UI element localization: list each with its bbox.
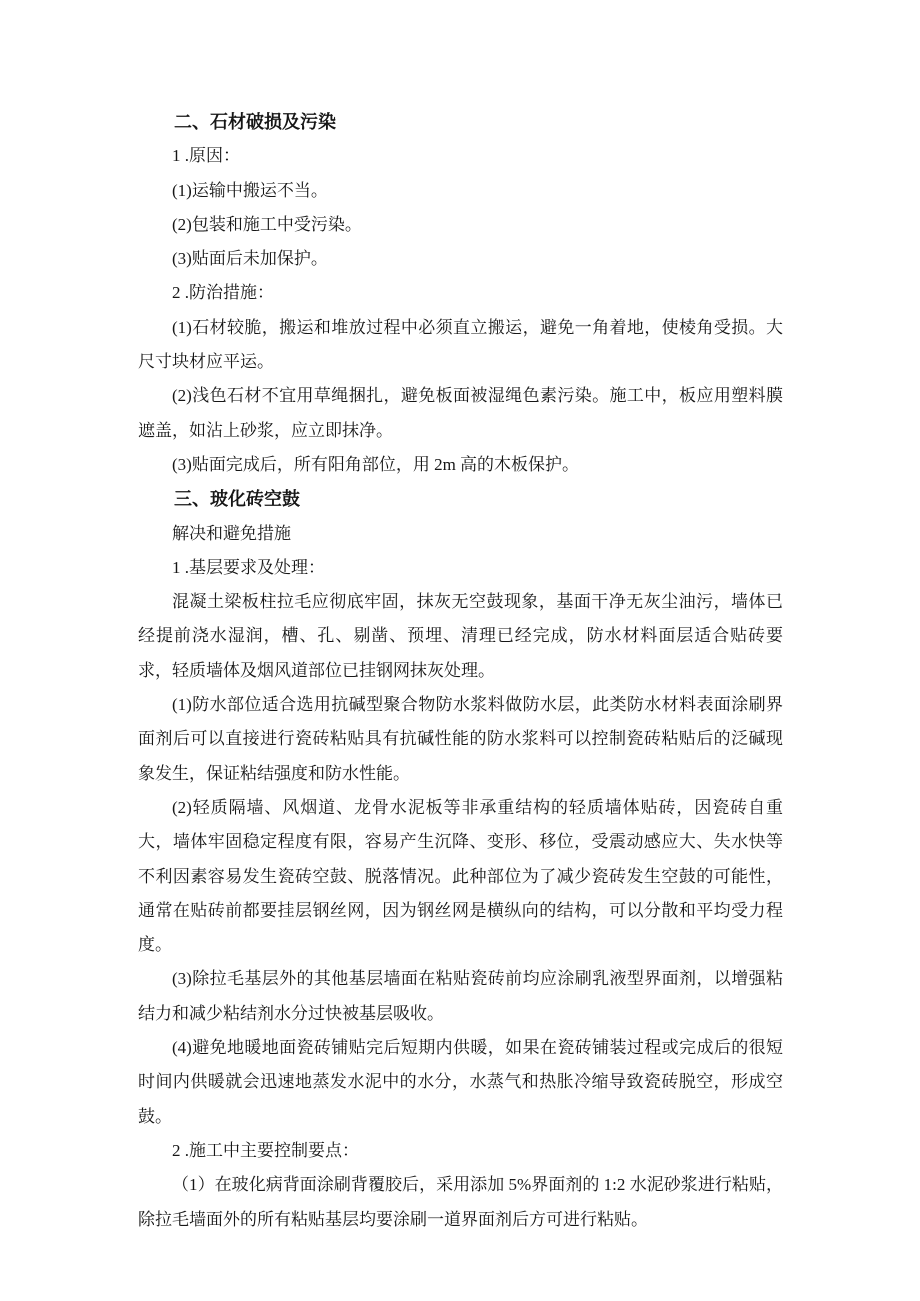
paragraph: (2)包装和施工中受污染。 [172,214,362,234]
paragraph: (1)防水部位适合选用抗碱型聚合物防水浆料做防水层，此类防水材料表面涂刷界面剂后可以直接进行瓷砖粘贴具有抗碱性能的防水浆料可以控制瓷砖粘贴后的泛碱现象发生，保证粘结强度和防水性能。 [138,695,783,783]
paragraph: (3)贴面完成后，所有阳角部位，用 2m 高的木板保护。 [172,454,580,474]
paragraph: (1)运输中搬运不当。 [172,180,328,200]
paragraph: (1)石材较脆，搬运和堆放过程中必须直立搬运，避免一角着地，使棱角受损。大尺寸块材应平运。 [138,317,783,372]
section-heading: 三、玻化砖空鼓 [174,489,300,510]
paragraph: 混凝土梁板柱拉毛应彻底牢固，抹灰无空鼓现象，基面干净无灰尘油污，墙体已经提前浇水湿润，槽、孔、剔凿、预埋、清理已经完成，防水材料面层适合贴砖要求，轻质墙体及烟风道部位已挂钢网抹灰处理。 [138,592,783,680]
paragraph: 1 .原因： [172,146,240,166]
paragraph: （1）在玻化病背面涂刷背覆胶后，采用添加 5%界面剂的 1:2 水泥砂浆进行粘贴，除拉毛墙面外的所有粘贴基层均要涂刷一道界面剂后方可进行粘贴。 [138,1175,783,1229]
section-heading: 二、石材破损及污染 [174,112,336,132]
paragraph: (2)浅色石材不宜用草绳捆扎，避免板面被湿绳色素污染。施工中，板应用塑料膜遮盖，如沾上砂浆，应立即抹净。 [138,386,783,440]
paragraph: (3)除拉毛基层外的其他基层墙面在粘贴瓷砖前均应涂刷乳液型界面剂，以增强粘结力和减少粘结剂水分过快被基层吸收。 [138,969,783,1023]
paragraph: 2 .施工中主要控制要点： [172,1140,359,1160]
paragraph: (4)避免地暖地面瓷砖铺贴完后短期内供暖，如果在瓷砖铺装过程或完成后的很短时间内供暖就会迅速地蒸发水泥中的水分，水蒸气和热胀冷缩导致瓷砖脱空，形成空鼓。 [138,1038,783,1126]
paragraph: 1 .基层要求及处理： [172,557,325,577]
paragraph: 解决和避免措施 [172,523,291,543]
paragraph: (3)贴面后未加保护。 [172,249,328,269]
paragraph: (2)轻质隔墙、风烟道、龙骨水泥板等非承重结构的轻质墙体贴砖，因瓷砖自重大，墙体牢固稳定程度有限，容易产生沉降、变形、移位，受震动感应大、失水快等不利因素容易发生瓷砖空鼓、脱落情况。此种部位为了减少瓷砖发生空鼓的可能性，通常在贴砖前都要挂层钢丝网，因为钢丝网是横纵向的结构，可以分散和平均受力程度。 [138,797,783,955]
paragraph: 2 .防治措施： [172,283,274,303]
